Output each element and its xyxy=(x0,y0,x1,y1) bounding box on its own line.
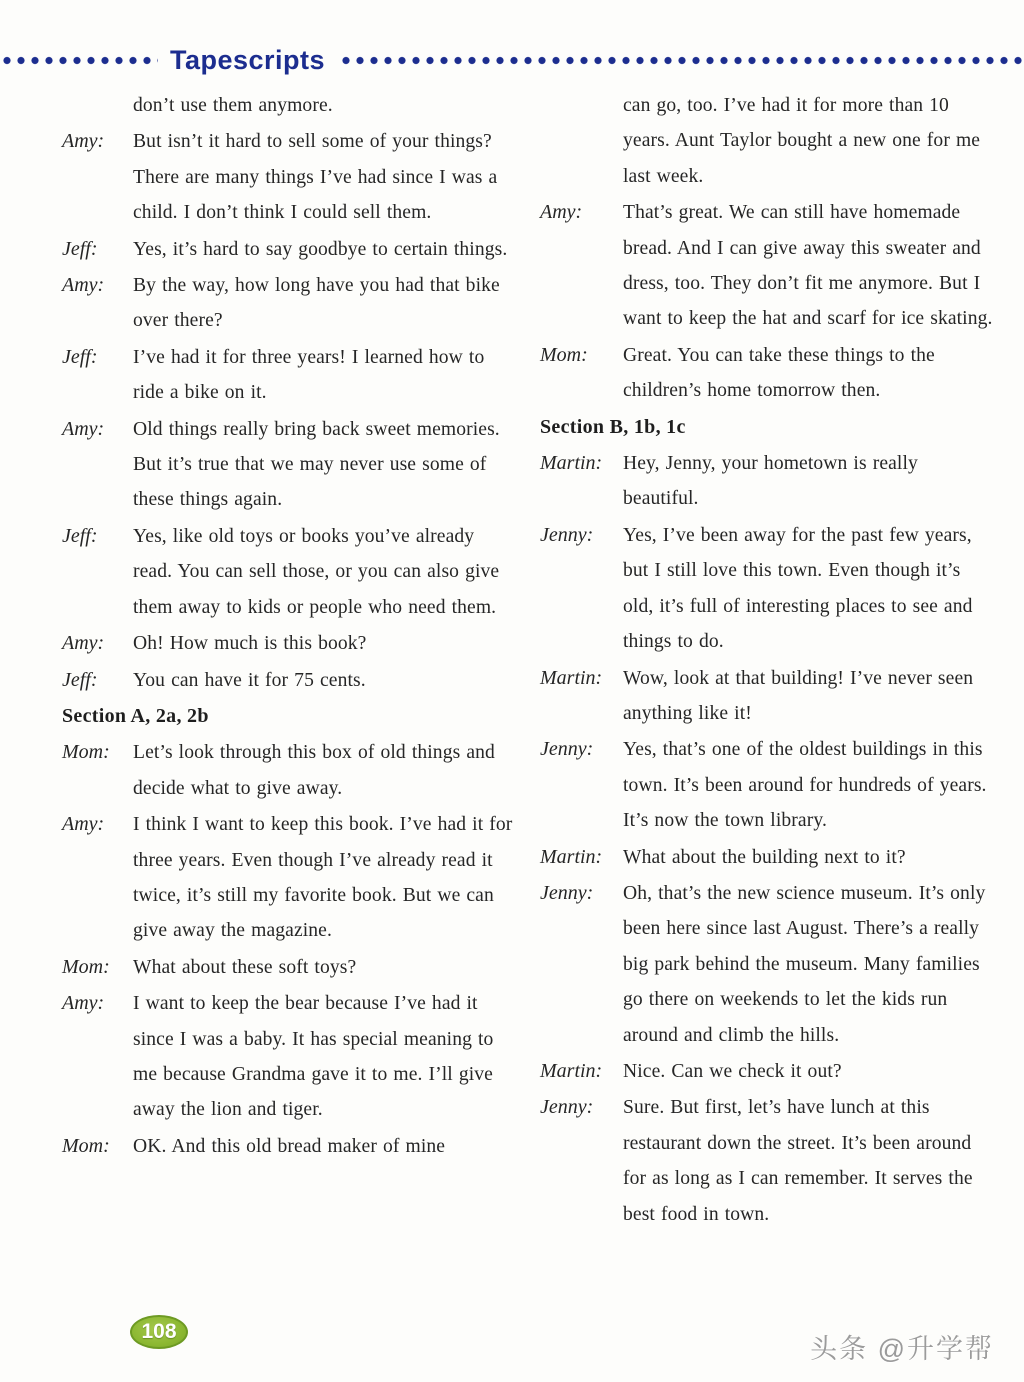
speaker-label: Martin: xyxy=(540,452,603,475)
speech-text: I want to keep the bear because I’ve had it since I was a baby. It has special meaning to me because Grandma gave it to me. I’ll give away the lion and tiger. xyxy=(133,993,494,1121)
dialogue-entry xyxy=(62,268,514,339)
right-column xyxy=(540,88,996,1233)
dialogue-entry xyxy=(62,340,514,411)
speech-text: But isn’t it hard to sell some of your things? There are many things I’ve had since I was a child. I don’t think I could sell them. xyxy=(133,131,498,224)
dialogue-entry xyxy=(62,232,514,267)
dialogue-entry xyxy=(62,735,514,806)
speech-text: I’ve had it for three years! I learned how to ride a bike on it. xyxy=(133,346,485,404)
dialogue-entry xyxy=(62,412,514,518)
speech-text: Wow, look at that building! I’ve never seen anything like it! xyxy=(623,667,974,724)
dialogue-entry xyxy=(540,732,996,838)
speech-text: don’t use them anymore. xyxy=(133,95,333,116)
dialogue-entry xyxy=(62,88,514,123)
speaker-label: Jeff: xyxy=(62,524,98,547)
section-heading: Section A, 2a, 2b xyxy=(62,704,209,727)
dialogue-entry xyxy=(540,1054,996,1089)
dialogue-entry xyxy=(540,661,996,732)
speaker-label: Jeff: xyxy=(62,345,98,368)
speech-text: By the way, how long have you had that bike over there? xyxy=(133,275,500,332)
speaker-label: Jenny: xyxy=(540,1096,594,1119)
speaker-label: Amy: xyxy=(62,417,105,440)
speaker-label: Amy: xyxy=(62,130,105,153)
page-header xyxy=(0,42,1024,78)
speech-text: Oh! How much is this book? xyxy=(133,633,367,655)
speech-text: Great. You can take these things to the children’s home tomorrow then. xyxy=(623,344,935,402)
speech-text: can go, too. I’ve had it for more than 10 years. Aunt Taylor bought a new one for me last week. xyxy=(623,95,981,187)
speech-text: Yes, I’ve been away for the past few years, but I still love this town. Even though it’s old, it’s full of interesting places to see and things to do. xyxy=(623,524,973,653)
speaker-label: Mom: xyxy=(62,741,110,764)
dialogue-entry xyxy=(62,124,514,230)
dialogue-entry xyxy=(62,519,514,625)
speaker-label: Jeff: xyxy=(62,237,98,260)
speaker-label: Amy: xyxy=(540,201,583,224)
page-number: 108 xyxy=(141,1320,177,1343)
speaker-label: Jenny: xyxy=(540,881,594,904)
speech-text: Nice. Can we check it out? xyxy=(623,1060,842,1082)
watermark-text: 头条 @升学帮 xyxy=(810,1334,994,1364)
dialogue-entry xyxy=(540,518,996,660)
speech-text: Hey, Jenny, your hometown is really beautiful. xyxy=(623,453,918,510)
speech-text: Sure. But first, let’s have lunch at this restaurant down the street. It’s been around for as long as I can remember. It serves the best food in town. xyxy=(623,1097,973,1225)
dialogue-entry xyxy=(62,626,514,661)
speaker-label: Mom: xyxy=(62,1134,110,1157)
speech-text: What about these soft toys? xyxy=(133,956,357,978)
speaker-label: Martin: xyxy=(540,845,603,868)
transcript-body xyxy=(62,88,996,1233)
speech-text: What about the building next to it? xyxy=(623,846,906,868)
dialogue-entry xyxy=(540,876,996,1053)
dotted-divider-left xyxy=(0,56,158,65)
speaker-label: Mom: xyxy=(62,955,110,978)
speaker-label: Mom: xyxy=(540,343,588,366)
speaker-label: Jenny: xyxy=(540,523,594,546)
speaker-label: Jeff: xyxy=(62,668,98,691)
speaker-label: Amy: xyxy=(62,992,105,1015)
speech-text: OK. And this old bread maker of mine xyxy=(133,1135,446,1157)
speech-text: Yes, like old toys or books you’ve already read. You can sell those, or you can also give them away to kids or people who need them. xyxy=(133,525,500,618)
dialogue-entry xyxy=(540,195,996,337)
left-column xyxy=(62,88,514,1233)
speech-text: You can have it for 75 cents. xyxy=(133,669,366,691)
speaker-label: Martin: xyxy=(540,666,603,689)
dialogue-entry xyxy=(540,446,996,517)
page-title: Tapescripts xyxy=(170,44,326,75)
speech-text: Let’s look through this box of old things and decide what to give away. xyxy=(133,742,495,799)
dialogue-entry xyxy=(62,663,514,698)
section-heading: Section B, 1b, 1c xyxy=(540,415,686,438)
speech-text: I think I want to keep this book. I’ve had it for three years. Even though I’ve already read it twice, it’s still my favorite book. But we can give away the magazine. xyxy=(133,814,513,942)
speaker-label: Amy: xyxy=(62,274,105,297)
dialogue-entry xyxy=(62,807,514,949)
speaker-label: Jenny: xyxy=(540,738,594,761)
dialogue-entry xyxy=(62,1129,514,1164)
dialogue-entry xyxy=(62,986,514,1128)
speaker-label: Amy: xyxy=(62,632,105,655)
dialogue-entry xyxy=(540,338,996,409)
speaker-label: Amy: xyxy=(62,813,105,836)
page-number-badge xyxy=(130,1315,188,1349)
dialogue-entry xyxy=(540,88,996,194)
speech-text: Yes, that’s one of the oldest buildings in this town. It’s been around for hundreds of years. It’s now the town library. xyxy=(623,739,987,832)
dotted-divider-right xyxy=(339,56,1024,65)
speech-text: Yes, it’s hard to say goodbye to certain things. xyxy=(133,238,508,260)
speaker-label: Martin: xyxy=(540,1059,603,1082)
dialogue-entry xyxy=(540,840,996,875)
speech-text: Oh, that’s the new science museum. It’s only been here since last August. There’s a really big park behind the museum. Many families go there on weekends to let the kids run around and climb the hills. xyxy=(623,882,986,1046)
dialogue-entry xyxy=(62,950,514,985)
speech-text: That’s great. We can still have homemade bread. And I can give away this sweater and dress, too. They don’t fit me anymore. But I want to keep the hat and scarf for ice skating. xyxy=(623,202,993,330)
dialogue-entry xyxy=(540,1090,996,1232)
speech-text: Old things really bring back sweet memories. But it’s true that we may never use some of these things again. xyxy=(133,418,500,511)
